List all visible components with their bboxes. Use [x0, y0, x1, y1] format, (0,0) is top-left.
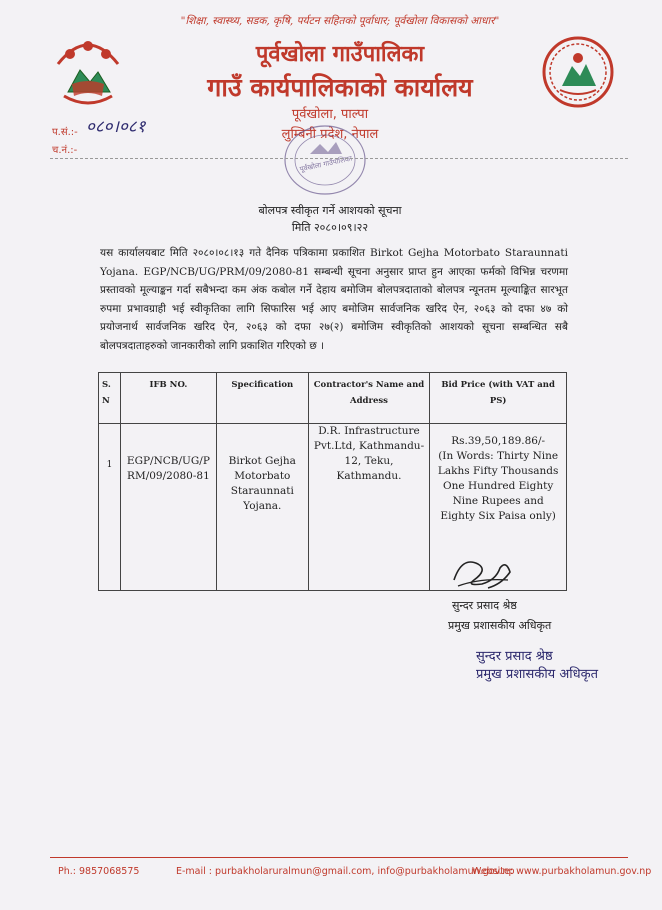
nepal-emblem-right [540, 34, 616, 110]
header-price: Bid Price (with VAT and PS) [430, 373, 567, 424]
nepal-emblem-left [50, 34, 126, 110]
reference-number: ०८०।०८१ [86, 117, 146, 137]
header-ifb: IFB NO. [120, 373, 216, 424]
address-line-2: लुम्बिनी प्रदेश, नेपाल [281, 127, 379, 142]
notice-date: मिति २०८०।०९।२२ [291, 221, 369, 234]
cell-contractor: D.R. Infrastructure Pvt.Ltd, Kathmandu-12, Teku, Kathmandu. [308, 424, 430, 591]
signatory-name: सुन्दर प्रसाद श्रेष्ठ [452, 599, 517, 612]
stamp-signatory-name: सुन्दर प्रसाद श्रेष्ठ [476, 649, 553, 664]
signature-mark [448, 550, 518, 598]
cell-spec: Birkot Gejha Motorbato Staraunnati Yojana. [216, 424, 308, 591]
office-name: गाउँ कार्यपालिकाको कार्यालय [207, 73, 473, 102]
header-sn: S. N [99, 373, 121, 424]
municipality-name: पूर्वखोला गाउँपालिका [255, 42, 425, 67]
notice-body: यस कार्यालयबाट मिति २०८०।०८।१३ गते दैनिक पत्रिकामा प्रकाशित Birkot Gejha Motorbato Staraunnati Yojana. EGP/NCB/UG/PRM/09/2080-81 सम्बन्धी सूचना अनुसार प्राप्त हुन आएका फर्मको विभिन्न चरणमा प्रस्तावको मूल्याङ्कन गर्दा सबैभन्दा कम अंक कबोल गर्ने देहाय बमोजिम बोलपत्रदाताको बोलपत्र न्यूनतम मूल्याङ्कित सारभूत रुपमा प्रभावग्राही भई स्वीकृतिका लागि सिफारिस भई आए बमोजिम सार्वजनिक खरिद ऐन, २०६३ को दफा ४७ को प्रयोजनार्थ सार्वजनिक खरिद ऐन, २०६३ को दफा २७(२) बमोजिम स्वीकृतिको आशयको सूचना सम्बन्धित सबै बोलपत्रदाताहरुको जानकारीको लागि प्रकाशित गरिएको छ । [100, 247, 569, 352]
price-words: (In Words: Thirty Nine Lakhs Fifty Thousands One Hundred Eighty Nine Rupees and Eighty Six Paisa only) [437, 450, 559, 522]
reference-label: प.सं.:- [52, 127, 78, 138]
header-spec: Specification [216, 373, 308, 424]
header-contractor: Contractor's Name and Address [308, 373, 430, 424]
stamp-text: पूर्वखोला गाउँपालिका [298, 154, 353, 174]
footer-website: Website: www.purbakholamun.gov.np [472, 866, 652, 877]
cell-sn: 1 [99, 424, 121, 591]
stamp-signatory-title: प्रमुख प्रशासकीय अधिकृत [476, 667, 599, 682]
price-amount: Rs.39,50,189.86/- [451, 435, 546, 447]
footer-email: E-mail : purbakholaruralmun@gmail.com, info@purbakholamun.gov.np [176, 866, 515, 877]
header-divider [50, 158, 628, 159]
notice-subject: बोलपत्र स्वीकृत गर्ने आशयको सूचना [258, 204, 402, 217]
challan-label: च.नं.:- [52, 145, 78, 156]
signatory-title: प्रमुख प्रशासकीय अधिकृत [448, 619, 552, 632]
cell-ifb: EGP/NCB/UG/P RM/09/2080-81 [120, 424, 216, 591]
footer-phone: Ph.: 9857068575 [58, 866, 140, 877]
table-header-row [99, 373, 567, 424]
footer-divider [50, 857, 628, 858]
motto: "शिक्षा, स्वास्थ्य, सडक, कृषि, पर्यटन सहितको पूर्वाधार; पूर्वखोला विकासको आधार" [180, 15, 500, 27]
address-line-1: पूर्वखोला, पाल्पा [291, 107, 369, 122]
